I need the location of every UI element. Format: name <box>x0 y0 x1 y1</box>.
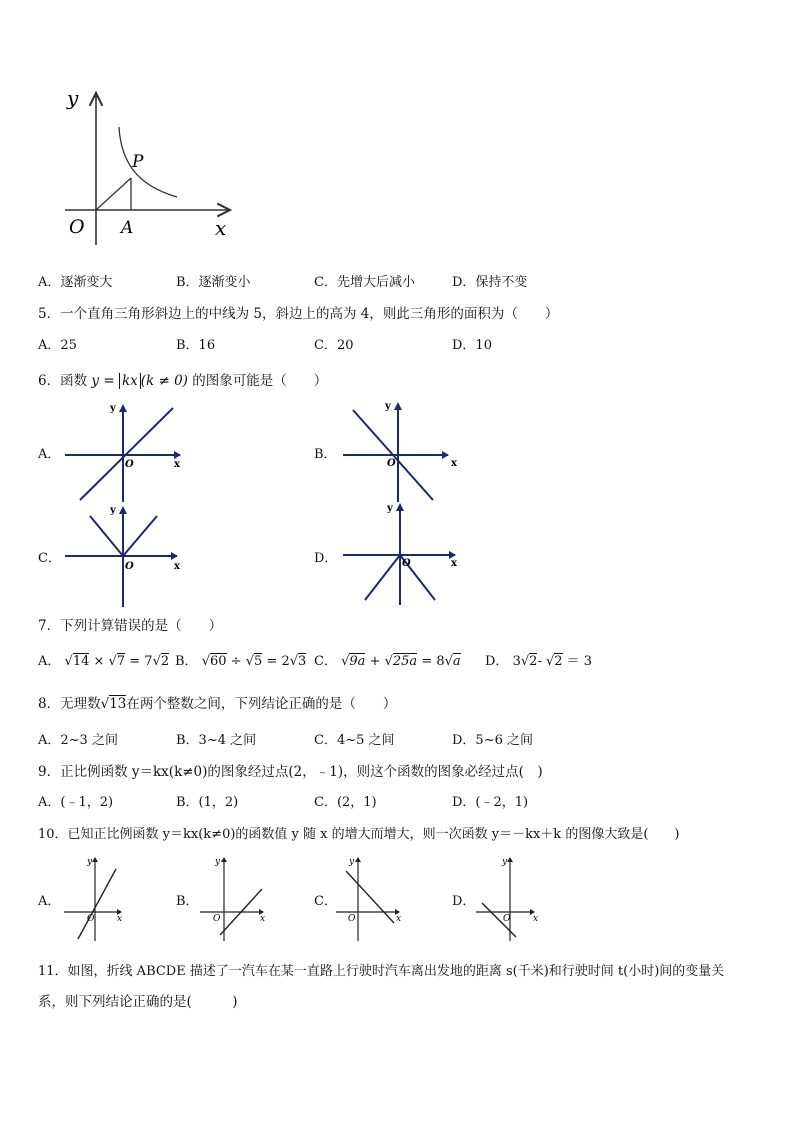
hyperbola-curve <box>119 127 177 197</box>
q6-letter-c: C． <box>38 551 61 566</box>
q6-formula-abs: kx <box>119 373 141 389</box>
q7-option-a: A． √14 × √7 = 7√2 <box>38 654 170 669</box>
q11-line1: 11．如图，折线 ABCDE 描述了一汽车在某一直路上行驶时汽车离出发地的距离 s(千米)和行驶时间 t(小时)间的变量关 <box>38 964 725 979</box>
svg-text:y: y <box>349 857 355 867</box>
q6a-y: y <box>110 403 116 414</box>
q6d-o: O <box>402 558 411 569</box>
q6b-y: y <box>385 401 391 412</box>
svg-text:x: x <box>260 914 266 924</box>
q6-formula-y: y <box>91 373 100 389</box>
svg-text:x: x <box>533 914 539 924</box>
label-a: A <box>121 218 134 238</box>
svg-text:y: y <box>502 857 508 867</box>
q6c-x: x <box>174 561 180 572</box>
svg-text:x: x <box>396 914 402 924</box>
q5-option-c: C．20 <box>314 338 354 353</box>
q7-option-d: D． 3√2- √2 ＝ 3 <box>485 654 593 669</box>
q5-text: 5．一个直角三角形斜边上的中线为 5，斜边上的高为 4，则此三角形的面积为（ ） <box>38 306 559 322</box>
q7-letter-c: C． <box>314 654 337 669</box>
svg-text:O: O <box>87 914 95 924</box>
label-x: x <box>215 216 227 240</box>
q8-option-b: B．3~4 之间 <box>176 733 257 748</box>
q9-text: 9．正比例函数 y＝kx(k≠0)的图象经过点(2，﹣1)，则这个函数的图象必经过点( ) <box>38 764 543 780</box>
q6-graph-d <box>343 500 468 605</box>
q4-option-a: A．逐渐变大 <box>38 275 113 290</box>
q9-option-a: A．(﹣1，2) <box>38 795 114 810</box>
label-p: P <box>132 152 144 172</box>
q10d-line <box>482 903 516 937</box>
q6-formula-eq: = <box>99 373 119 389</box>
q7-option-c: C． √9a + √25a = 8√a <box>314 654 461 669</box>
q5-option-a: A．25 <box>38 338 77 353</box>
q6-graph-a <box>65 400 190 502</box>
q6-formula-cond: (k ≠ 0) <box>140 373 188 389</box>
q10-text: 10．已知正比例函数 y＝kx(k≠0)的函数值 y 随 x 的增大而增大，则一次函数 y＝－kx＋k 的图像大致是( ) <box>38 827 680 842</box>
q8-option-c: C．4~5 之间 <box>314 733 395 748</box>
q6b-x: x <box>451 458 457 469</box>
q6d-y: y <box>387 503 393 514</box>
q4-option-d: D．保持不变 <box>452 275 528 290</box>
q8-option-d: D．5~6 之间 <box>452 733 533 748</box>
q10-letter-d: D． <box>452 894 476 909</box>
q7-letter-d: D． <box>485 654 509 669</box>
figure-hyperbola-p <box>55 85 245 245</box>
q5-option-b: B．16 <box>176 338 216 353</box>
q9-option-c: C．(2，1) <box>314 795 377 810</box>
q6b-o: O <box>387 458 396 469</box>
q6-suffix: 的图象可能是（ ） <box>192 373 328 389</box>
q10-graph-a <box>64 855 136 941</box>
q11-line2: 系，则下列结论正确的是( ) <box>38 994 238 1010</box>
q6-letter-d: D． <box>314 551 338 566</box>
q4-option-c: C．先增大后减小 <box>314 275 415 290</box>
q10-graph-d <box>476 855 548 941</box>
q5-option-d: D．10 <box>452 338 492 353</box>
q6-letter-a: A． <box>38 447 61 462</box>
q7-option-b: B． √60 ÷ √5 = 2√3 <box>175 654 307 669</box>
svg-text:O: O <box>348 914 356 924</box>
svg-text:O: O <box>213 914 221 924</box>
q7-letter-b: B． <box>175 654 198 669</box>
q10-letter-b: B． <box>176 894 199 909</box>
svg-text:y: y <box>87 857 93 867</box>
q10-letter-a: A． <box>38 894 61 909</box>
q9-option-d: D．(﹣2，1) <box>452 795 529 810</box>
q6-prefix: 6．函数 <box>38 373 88 389</box>
q6-graph-b <box>343 400 468 502</box>
q10a-line <box>78 869 116 939</box>
label-o: O <box>69 216 85 238</box>
svg-text:y: y <box>215 857 221 867</box>
q7-text: 7．下列计算错误的是（ ） <box>38 618 223 634</box>
q9-option-b: B．(1，2) <box>176 795 239 810</box>
q6d-x: x <box>451 558 457 569</box>
segment-op <box>96 178 131 210</box>
q6-letter-b: B． <box>314 447 337 462</box>
q10-graph-b <box>200 855 272 941</box>
q8-option-a: A．2~3 之间 <box>38 733 118 748</box>
q6-text <box>38 369 327 389</box>
q6a-x: x <box>174 459 180 470</box>
q10-letter-c: C． <box>314 894 337 909</box>
q6a-o: O <box>125 459 134 470</box>
svg-text:O: O <box>503 914 511 924</box>
q6c-y: y <box>110 505 116 516</box>
q8-text: 8．无理数√13在两个整数之间，下列结论正确的是（ ） <box>38 696 397 712</box>
svg-text:x: x <box>117 914 123 924</box>
q10-graph-c <box>336 855 408 941</box>
q6-graph-c <box>65 502 190 607</box>
label-y: y <box>67 86 79 110</box>
q7-letter-a: A． <box>38 654 61 669</box>
q4-option-b: B．逐渐变小 <box>176 275 251 290</box>
q6c-o: O <box>125 561 134 572</box>
